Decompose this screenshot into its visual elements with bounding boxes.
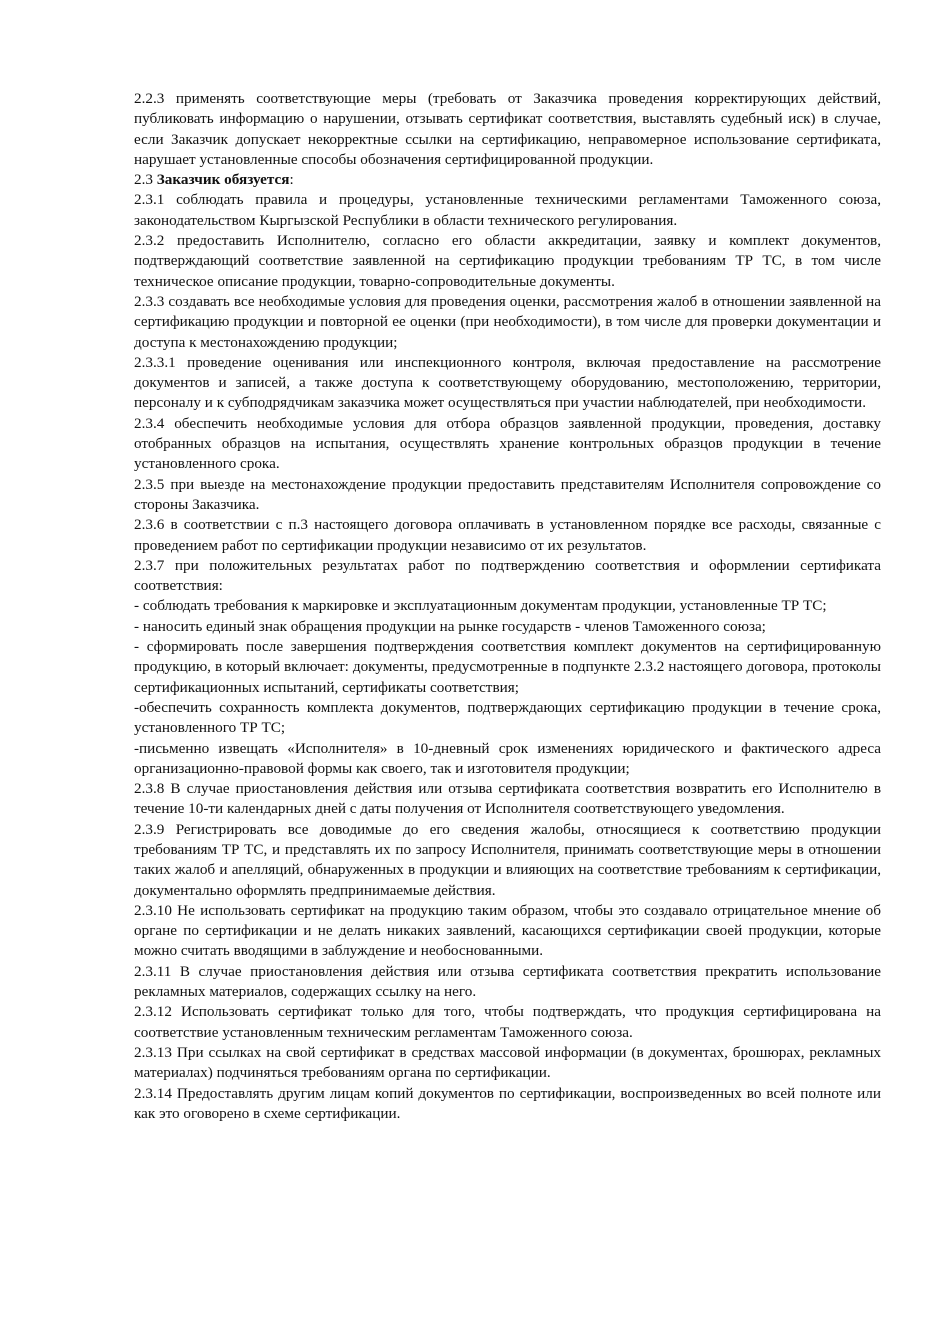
clause-2-3-6: 2.3.6 в соответствии с п.3 настоящего договора оплачивать в установленном порядке все расходы, связанные с проведением работ по сертификации продукции независимо от их результатов.: [134, 516, 881, 554]
clause-2-3-14: 2.3.14 Предоставлять другим лицам копий документов по сертификации, воспроизведенных во всей полноте или как это оговорено в схеме сертификации.: [134, 1084, 881, 1122]
clause-2-3-2: 2.3.2 предоставить Исполнителю, согласно его области аккредитации, заявку и комплект документов, подтверждающий соответствие заявленной на сертификацию продукции требованиям ТР ТС, в том числе техническое описание продукции, товарно-сопроводительные документы.: [134, 232, 881, 290]
bullet-item: -обеспечить сохранность комплекта документов, подтверждающих сертификацию продукции в течение срока, установленного ТР ТС;: [134, 698, 881, 737]
clause-2-3-4: 2.3.4 обеспечить необходимые условия для отбора образцов заявленной продукции, проведения, доставку отобранных образцов на испытания, осуществлять хранение контрольных образцов продукции в течение установленного срока.: [134, 414, 881, 473]
clause-2-3-1: 2.3.1 соблюдать правила и процедуры, установленные техническими регламентами Таможенного союза, законодательством Кыргызской Республики в области технического регулирования.: [134, 191, 881, 229]
clause-2-3-7: 2.3.7 при положительных результатах работ по подтверждению соответствия и оформлении сертификата соответствия:: [134, 556, 881, 595]
clause-2-3-13: 2.3.13 При ссылках на свой сертификат в средствах массовой информации (в документах, брошюрах, рекламных материалах) подчиняться требованиям органа по сертификации.: [134, 1043, 881, 1082]
bullet-item: -письменно извещать «Исполнителя» в 10-дневный срок изменениях юридического и фактического адреса организационно-правовой формы как своего, так и изготовителя продукции;: [134, 739, 881, 777]
clause-2-3-11: 2.3.11 В случае приостановления действия или отзыва сертификата соответствия прекратить использование рекламных материалов, содержащих ссылку на него.: [134, 962, 881, 1001]
clause-2-3-12: 2.3.12 Использовать сертификат только для того, чтобы подтверждать, что продукция сертифицирована на соответствие установленным техническим регламентам Таможенного союза.: [134, 1003, 881, 1041]
clause-2-3-3: 2.3.3 создавать все необходимые условия для проведения оценки, рассмотрения жалоб в отношении заявленной на сертификацию продукции и повторной ее оценки (при необходимости), в том числе для проверки документации и доступа к местонахождению продукции;: [134, 292, 881, 351]
clause-2-3-5: 2.3.5 при выезде на местонахождение продукции предоставить представителям Исполнителя сопровождение со стороны Заказчика.: [134, 475, 881, 513]
bullet-item: - соблюдать требования к маркировке и эксплуатационным документам продукции, установленные ТР ТС;: [134, 597, 827, 615]
document-page: [134, 89, 881, 1124]
clause-2-3-3-1: 2.3.3.1 проведение оценивания или инспекционного контроля, включая предоставление на рассмотрение документов и записей, а также доступа к соответствующему оборудованию, местоположению, территории, персоналу и к субподрядчикам заказчика может осуществляться при участии наблюдателей, при необходимости.: [134, 353, 881, 412]
bullet-item: - наносить единый знак обращения продукции на рынке государств - членов Таможенного союза;: [134, 617, 766, 635]
section-title: Заказчик обязуется: [156, 171, 290, 189]
section-number: 2.3: [134, 171, 157, 189]
bullet-item: - сформировать после завершения подтверждения соответствия комплект документов на сертифицированную продукцию, в который включает: документы, предусмотренные в подпункте 2.3.2 настоящего договора, протоколы сертификационных испытаний, сертификаты соответствия;: [134, 638, 881, 696]
clause-2-2-3: 2.2.3 применять соответствующие меры (требовать от Заказчика проведения корректирующих действий, публиковать информацию о нарушении, отзывать сертификат соответствия, выставлять судебный иск) в случае, если Заказчик допускает некорректные ссылки на сертификацию, неправомерное использование сертификата, нарушает установленные способы обозначения сертифицированной продукции.: [134, 90, 881, 168]
section-title-colon: :: [289, 171, 294, 189]
clause-2-3-8: 2.3.8 В случае приостановления действия или отзыва сертификата соответствия возвратить его Исполнителю в течение 10-ти календарных дней с даты получения от Исполнителя соответствующего уведомления.: [134, 780, 881, 818]
clause-2-3-9: 2.3.9 Регистрировать все доводимые до его сведения жалобы, относящиеся к соответствию продукции требованиям ТР ТС, и представлять их по запросу Исполнителя, принимать соответствующие меры в отношении таких жалоб и апелляций, обнаруженных в продукции и влияющих на соответствие требованиям к сертификации, документально оформлять предпринимаемые действия.: [134, 820, 881, 899]
clause-2-3-10: 2.3.10 Не использовать сертификат на продукцию таким образом, чтобы это создавало отрицательное мнение об органе по сертификации и не делать никаких заявлений, касающихся сертификации своей продукции, которые можно считать вводящими в заблуждение и необоснованными.: [134, 901, 881, 960]
section-2-3-heading: [134, 170, 881, 190]
